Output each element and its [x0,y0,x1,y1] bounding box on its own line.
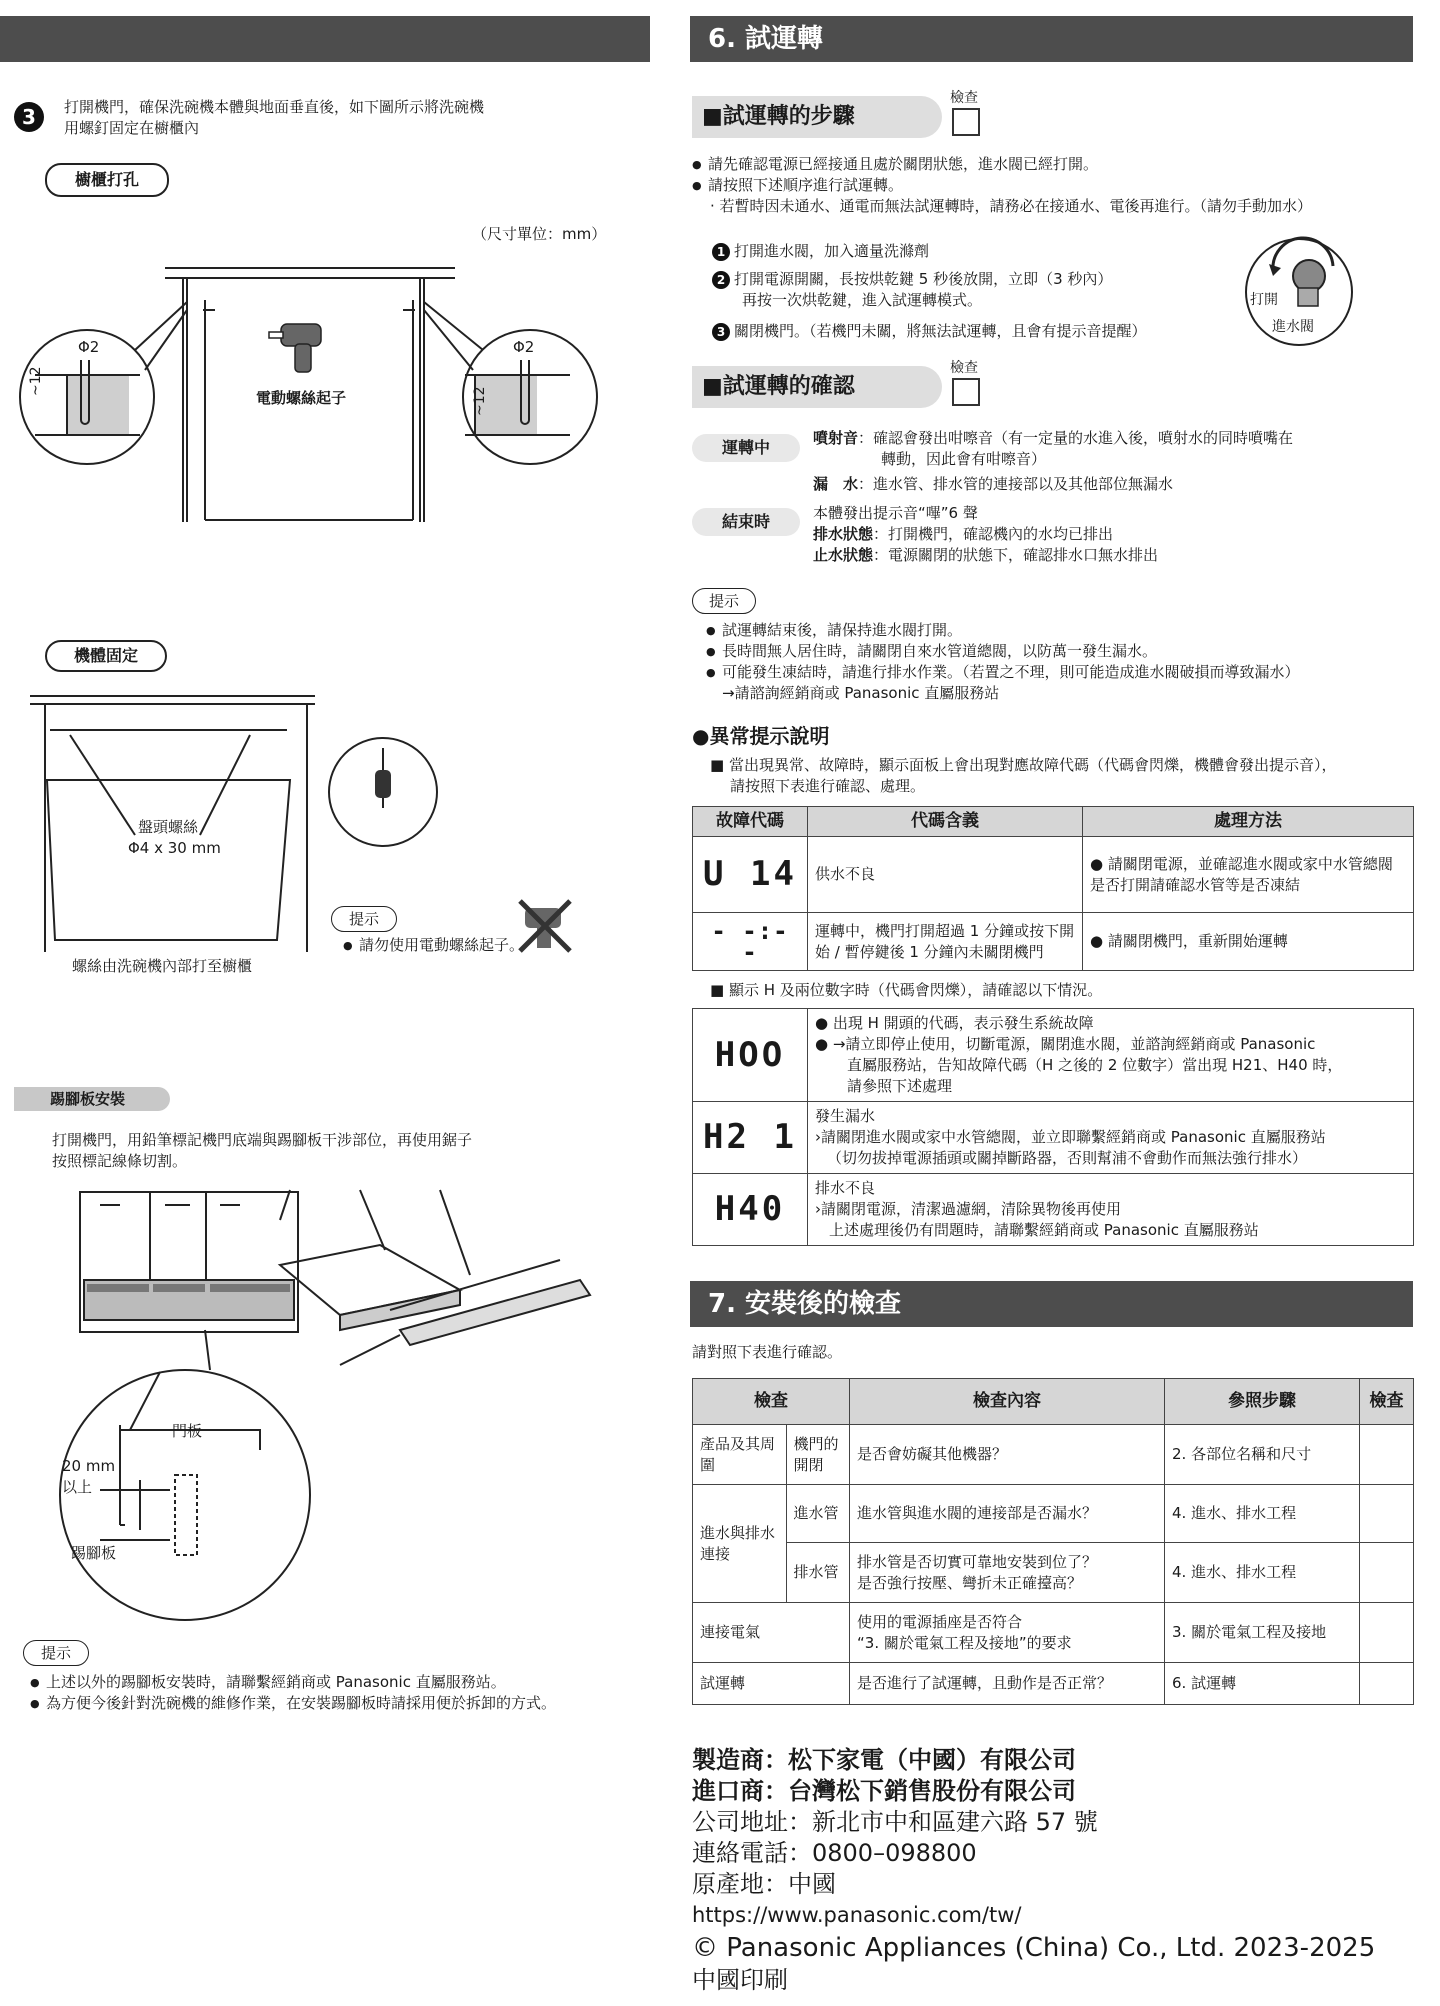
valve-name-label: 進水閥 [1272,319,1314,335]
depth-right: ~12 [472,386,488,416]
check-label-2: 檢查 [950,360,978,376]
kickplate-text: 打開機門，用鉛筆標記機門底端與踢腳板干涉部位，再使用鋸子 按照標記線條切割。 [52,1131,473,1170]
address: 公司地址：新北市中和區建六路 57 號 [692,1808,1098,1836]
electric-driver-label: 電動螺絲起子 [256,389,347,407]
printed-in: 中國印刷 [692,1966,788,1994]
phi2-right: Φ2 [513,338,535,356]
step-3: 3 關閉機門。（若機門未關，將無法試運轉，且會有提示音提醒） [712,321,1147,342]
confirm-heading: ■試運轉的確認 [692,366,942,408]
phone: 連絡電話：0800–098800 [692,1839,977,1867]
table-row: - -:- - 運轉中，機門打開超過 1 分鐘或按下開始 / 暫停鍵後 1 分鐘內未關閉機門 ● 請關閉機門，重新開始運轉 [693,913,1414,971]
table-header-row: 故障代碼 代碼含義 處理方法 [693,807,1414,837]
step-2: 2 打開電源開關，長按烘乾鍵 5 秒後放開，立即（3 秒內） 再按一次烘乾鍵，進入試運轉模式。 [712,269,1112,311]
kickplate-label: 踢腳板安裝 [14,1087,170,1111]
note-item: ● 上述以外的踢腳板安裝時，請聯繫經銷商或 Panasonic 直屬服務站。 [30,1672,630,1693]
section7-title: 7. 安裝後的檢查 [690,1281,1413,1327]
steps-heading: ■試運轉的步驟 [692,96,942,138]
door-panel-label: 門板 [172,1422,203,1440]
hint-label-2: 提示 [23,1640,89,1666]
table-row: H40 排水不良 ›請關閉電源，清潔過濾網，清除異物後再使用 上述處理後仍有問題時，請聯繫經銷商或 Panasonic 直屬服務站 [693,1174,1414,1246]
num-1-icon: 1 [712,243,730,261]
tips-list: ● 試運轉結束後，請保持進水閥打開。 ● 長時間無人居住時，請關閉自來水管道總閥，以防萬一發生漏水。 ● 可能發生凍結時，請進行排水作業。（若置之不理，則可能造成進水閥破損而導致漏水） →請諮詢經銷商或 Panasonic 直屬服務站 [706,620,1416,704]
steps-intro: ● 請先確認電源已經接通且處於關閉狀態，進水閥已經打開。 ● 請按照下述順序進行試運轉。 · 若暫時因未通水、通電而無法試運轉時，請務必在接通水、電後再進行。（請勿手動加水） [692,154,1412,217]
copyright: © Panasonic Appliances (China) Co., Ltd. 2023-2025 [692,1933,1376,1963]
cabinet-drill-label: 櫥櫃打孔 [45,163,169,197]
check-cell[interactable] [1360,1425,1414,1485]
error-code-table [692,806,1414,971]
left-top-bar [0,16,650,62]
end-confirm: 本體發出提示音“嗶”6 聲 排水狀態：打開機門，確認機內的水均已排出 止水狀態：電源關閉的狀態下，確認排水口無水排出 [813,504,1159,564]
check-cell[interactable] [1360,1543,1414,1603]
step-3-text: 打開機門，確保洗碗機本體與地面垂直後，如下圖所示將洗碗機 用螺釘固定在櫥櫃內 [64,98,485,137]
check-cell[interactable] [1360,1663,1414,1705]
check-box-icon-2 [952,378,980,406]
check-box-icon [952,108,980,136]
dimension-unit: （尺寸單位：mm） [472,225,607,243]
error-intro: ■ 當出現異常、故障時，顯示面板上會出現對應故障代碼（代碼會閃爍，機體會發出提示音）， 請按照下表進行確認、處理。 [710,756,1337,795]
table-row: 排水管 排水管是否切實可靠地安裝到位了？ 是否強行按壓、彎折未正確擡高？ 4. 進水、排水工程 [693,1543,1414,1603]
num-3-icon: 3 [712,323,730,341]
kickplate-notes [30,1672,630,1714]
tip-item: ● 試運轉結束後，請保持進水閥打開。 [706,620,1416,641]
num-2-icon: 2 [712,271,730,289]
tip-item: ● 長時間無人居住時，請關閉自來水管道總閥，以防萬一發生漏水。 [706,641,1416,662]
section6-title: 6. 試運轉 [690,16,1413,62]
screw-size: Φ4 x 30 mm [128,839,221,857]
table-row: 試運轉 是否進行了試運轉，且動作是否正常？ 6. 試運轉 [693,1663,1414,1705]
importer: 進口商：台灣松下銷售股份有限公司 [692,1777,1076,1805]
step-1: 1 打開進水閥，加入適量洗滌劑 [712,241,929,262]
h-code-table [692,1008,1414,1246]
step-3-badge: 3 [14,102,44,132]
gap-20mm: 20 mm 以上 [62,1457,116,1496]
running-label: 運轉中 [692,434,800,462]
error-heading: ●異常提示說明 [692,724,830,748]
spray-confirm: 噴射音：確認會發出咁嚓音（有一定量的水進入後，噴射水的同時噴嘴在 轉動，因此會有咁嚓音） 漏 水：進水管、排水管的連接部以及其他部位無漏水 [813,429,1294,493]
machine-fix-label: 機體固定 [45,640,167,672]
table-row: H2 1 發生漏水 ›請關閉進水閥或家中水管總閥，並立即聯繫經銷商或 Panasonic 直屬服務站 （切勿拔掉電源插頭或關掉斷路器，否則幫浦不會動作而無法強行排水） [693,1102,1414,1174]
phi2-left: Φ2 [78,338,100,356]
tips-label: 提示 [692,588,756,614]
check-cell[interactable] [1360,1485,1414,1543]
table-row: 連接電氣 使用的電源插座是否符合 “3. 關於電氣工程及接地”的要求 3. 關於電氣工程及接地 [693,1603,1414,1663]
kickplate-part-label: 踢腳板 [71,1544,117,1562]
kickplate-diagram [40,1180,610,1630]
screw-from-inside: 螺絲由洗碗機內部打至櫥櫃 [72,957,253,975]
machine-fix-diagram [25,690,615,970]
tip-item: ● 可能發生凍結時，請進行排水作業。（若置之不理，則可能造成進水閥破損而導致漏水） [706,662,1416,683]
depth-left: ~12 [28,366,44,396]
table-header-row: 檢查 檢查內容 參照步驟 檢查 [693,1379,1414,1425]
valve-open-label: 打開 [1250,292,1278,308]
h-intro: ■ 顯示 H 及兩位數字時（代碼會閃爍），請確認以下情況。 [710,981,1103,999]
table-row: 產品及其周圍 機門的開閉 是否會妨礙其他機器？ 2. 各部位名稱和尺寸 [693,1425,1414,1485]
footer-info [692,1745,1422,1996]
section7-intro: 請對照下表進行確認。 [692,1343,843,1361]
table-row: 進水與排水連接 進水管 進水管與進水閥的連接部是否漏水？ 4. 進水、排水工程 [693,1485,1414,1543]
table-row: HOO ● 出現 H 開頭的代碼，表示發生系統故障 ● →請立即停止使用，切斷電源，關閉進水閥，並諮詢經銷商或 Panasonic 直屬服務站，告知故障代碼（H 之後的 2 位數字）當出現 H21、H40 時， 請參照下述處理 [693,1009,1414,1102]
table-row: U 14 供水不良 ● 請關閉電源，並確認進水閥或家中水管總閥是否打開請確認水管等是否凍結 [693,837,1414,913]
manufacturer: 製造商：松下家電（中國）有限公司 [692,1746,1076,1774]
post-install-check-table [692,1378,1414,1705]
hint-no-electric: ● 請勿使用電動螺絲起子。 [343,935,1440,956]
hint-label-1: 提示 [331,906,397,932]
check-label: 檢查 [950,90,978,106]
website-link[interactable]: https://www.panasonic.com/tw/ [692,1903,1022,1927]
pan-head-screw: 盤頭螺絲 [138,818,199,836]
note-item: ● 為方便今後針對洗碗機的維修作業，在安裝踢腳板時請採用便於拆卸的方式。 [30,1693,630,1714]
origin: 原產地：中國 [692,1870,836,1898]
end-label: 結束時 [692,508,800,536]
check-cell[interactable] [1360,1603,1414,1663]
